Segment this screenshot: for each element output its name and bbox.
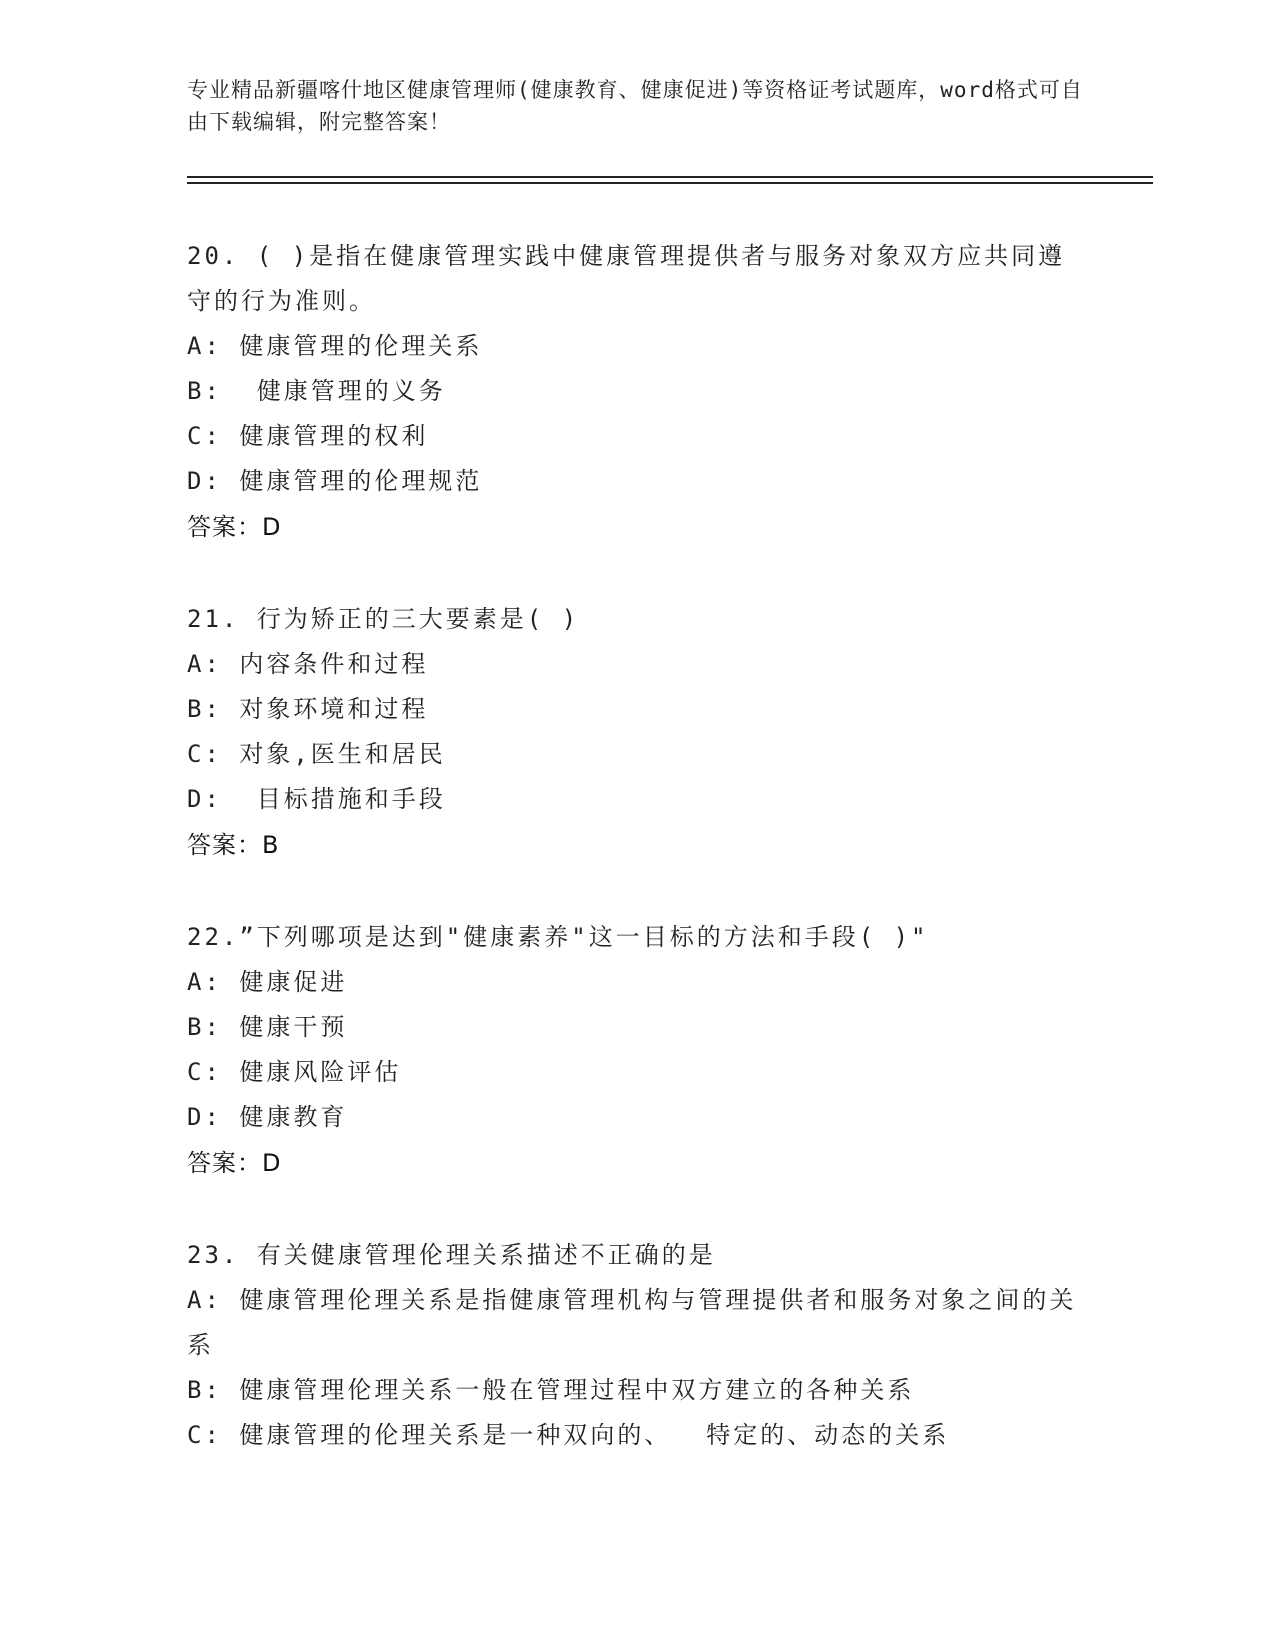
header-rule-bottom: [187, 182, 1153, 184]
question-22: [187, 915, 1087, 1186]
option-d: D: 目标措施和手段: [187, 785, 446, 813]
option-c: C: 对象,医生和居民: [187, 740, 446, 768]
option-a: A: 健康管理伦理关系是指健康管理机构与管理提供者和服务对象之间的关系: [187, 1286, 1077, 1359]
document-header: 专业精品新疆喀什地区健康管理师(健康教育、健康促进)等资格证考试题库，word格式可自由下载编辑，附完整答案！: [187, 78, 1083, 134]
answer-line: 答案：B: [187, 831, 280, 859]
question-stem: 21. 行为矫正的三大要素是( ): [187, 605, 580, 633]
option-b: B: 健康干预: [187, 1013, 348, 1041]
option-b: B: 健康管理的义务: [187, 377, 446, 405]
question-stem: 22.”下列哪项是达到"健康素养"这一目标的方法和手段( )": [187, 923, 929, 951]
answer-line: 答案：D: [187, 1149, 282, 1177]
question-20: [187, 234, 1087, 550]
option-c: C: 健康管理的伦理关系是一种双向的、 特定的、动态的关系: [187, 1421, 950, 1449]
option-a: A: 健康管理的伦理关系: [187, 332, 483, 360]
question-23: [187, 1233, 1087, 1458]
question-21: [187, 597, 1087, 868]
option-b: B: 健康管理伦理关系一般在管理过程中双方建立的各种关系: [187, 1376, 915, 1404]
option-a: A: 内容条件和过程: [187, 650, 429, 678]
option-a: A: 健康促进: [187, 968, 348, 996]
header-rule-top: [187, 176, 1153, 178]
option-c: C: 健康管理的权利: [187, 422, 429, 450]
option-b: B: 对象环境和过程: [187, 695, 429, 723]
question-stem: 20. ( )是指在健康管理实践中健康管理提供者与服务对象双方应共同遵守的行为准则。: [187, 242, 1066, 315]
option-c: C: 健康风险评估: [187, 1058, 402, 1086]
answer-line: 答案：D: [187, 513, 282, 541]
question-stem: 23. 有关健康管理伦理关系描述不正确的是: [187, 1241, 716, 1269]
option-d: D: 健康管理的伦理规范: [187, 467, 483, 495]
option-d: D: 健康教育: [187, 1103, 348, 1131]
